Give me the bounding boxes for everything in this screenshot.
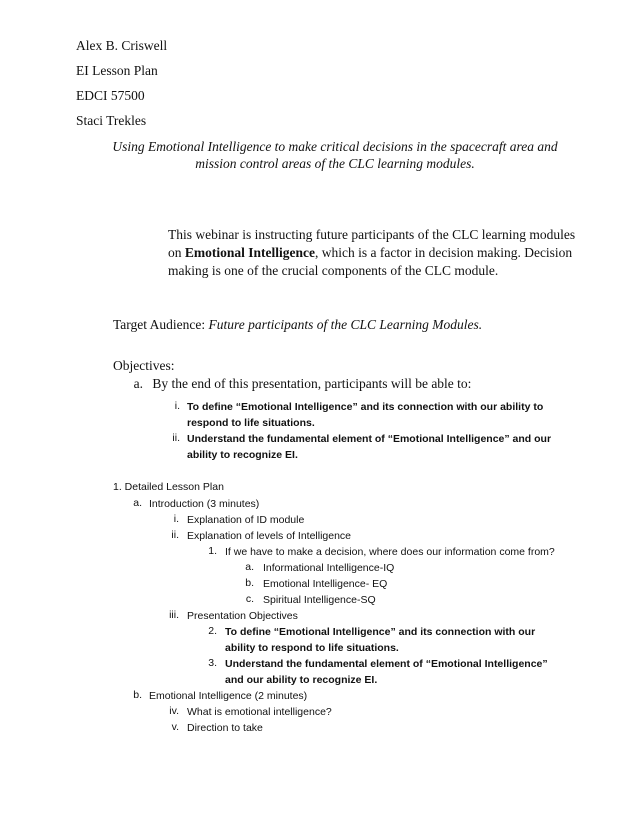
list-marker: 3. [208,657,217,669]
target-audience-label: Target Audience: [113,317,209,332]
lesson-item-a-ii-1 [188,545,555,561]
objective-item [150,432,560,463]
course-code: EDCI 57500 [76,88,145,103]
list-marker: c. [245,593,254,605]
list-text: What is emotional intelligence? [187,706,332,718]
lesson-item-b [113,689,307,705]
list-text: Emotional Intelligence (2 minutes) [149,690,308,702]
target-audience [113,317,482,333]
objective-item [150,400,560,431]
document-type: EI Lesson Plan [76,63,158,78]
list-marker: ii. [172,432,180,444]
list-marker: b. [245,577,254,589]
lesson-item-a-ii-1-c [225,593,376,609]
lesson-item-a-ii [150,529,351,545]
intro-text-part1: This webinar is instructing future participants of the CLC learning modules on [168,227,576,260]
list-text: Informational Intelligence-IQ [263,562,395,574]
lesson-item-a-iii [150,609,298,625]
author-name: Alex B. Criswell [76,38,168,53]
list-text: Presentation Objectives [187,610,298,622]
document-subtitle: Using Emotional Intelligence to make critical decisions in the spacecraft area and mission control areas of the CLC learning modules. [112,139,558,171]
list-marker: a. [245,561,254,573]
intro-bold-term: Emotional Intelligence [184,245,315,260]
lesson-item-b-iv [150,705,332,721]
instructor-name: Staci Trekles [76,113,147,128]
list-marker: iv. [169,705,179,717]
list-text: To define “Emotional Intelligence” and its connection with our ability to respond to life situations. [225,626,536,654]
list-marker: i. [174,400,180,412]
objectives-heading: Objectives: [113,358,175,373]
objectives-item-a [113,376,471,392]
lesson-item-a-ii-1-b [225,577,387,593]
lesson-item-a-ii-1-a [225,561,394,577]
list-marker: iii. [169,609,179,621]
lesson-item-a [113,497,259,513]
list-text: By the end of this presentation, participants will be able to: [152,376,472,391]
list-marker: a. [133,497,142,509]
list-marker: a. [133,376,143,391]
list-text: Explanation of ID module [187,514,305,526]
list-text: Emotional Intelligence- EQ [263,578,388,590]
list-marker: ii. [171,529,179,541]
list-text: Understand the fundamental element of “Emotional Intelligence” and our ability to recognize EI. [225,658,548,686]
list-marker: i. [173,513,179,525]
lesson-item-a-iii-2 [188,625,568,656]
list-marker: v. [171,721,179,733]
list-text: To define “Emotional Intelligence” and its connection with our ability to respond to life situations. [187,401,544,429]
list-marker: 1. [208,545,217,557]
intro-paragraph [168,226,578,280]
lesson-plan-heading: 1. Detailed Lesson Plan [113,481,224,493]
list-marker: 2. [208,625,217,637]
list-text: Explanation of levels of Intelligence [187,530,352,542]
list-text: Introduction (3 minutes) [149,498,260,510]
lesson-item-a-i [150,513,304,529]
target-audience-value: Future participants of the CLC Learning Modules. [208,317,483,332]
list-text: Understand the fundamental element of “Emotional Intelligence” and our ability to recognize EI. [187,433,552,461]
list-text: Direction to take [187,722,263,734]
lesson-item-b-v [150,721,263,737]
intro-text-part2: , which is a factor in decision making. Decision making is one of the crucial components of the CLC module. [168,245,573,278]
lesson-item-a-iii-3 [188,657,568,688]
list-text: Spiritual Intelligence-SQ [263,594,376,606]
list-text: If we have to make a decision, where does our information come from? [225,546,555,558]
list-marker: b. [133,689,142,701]
